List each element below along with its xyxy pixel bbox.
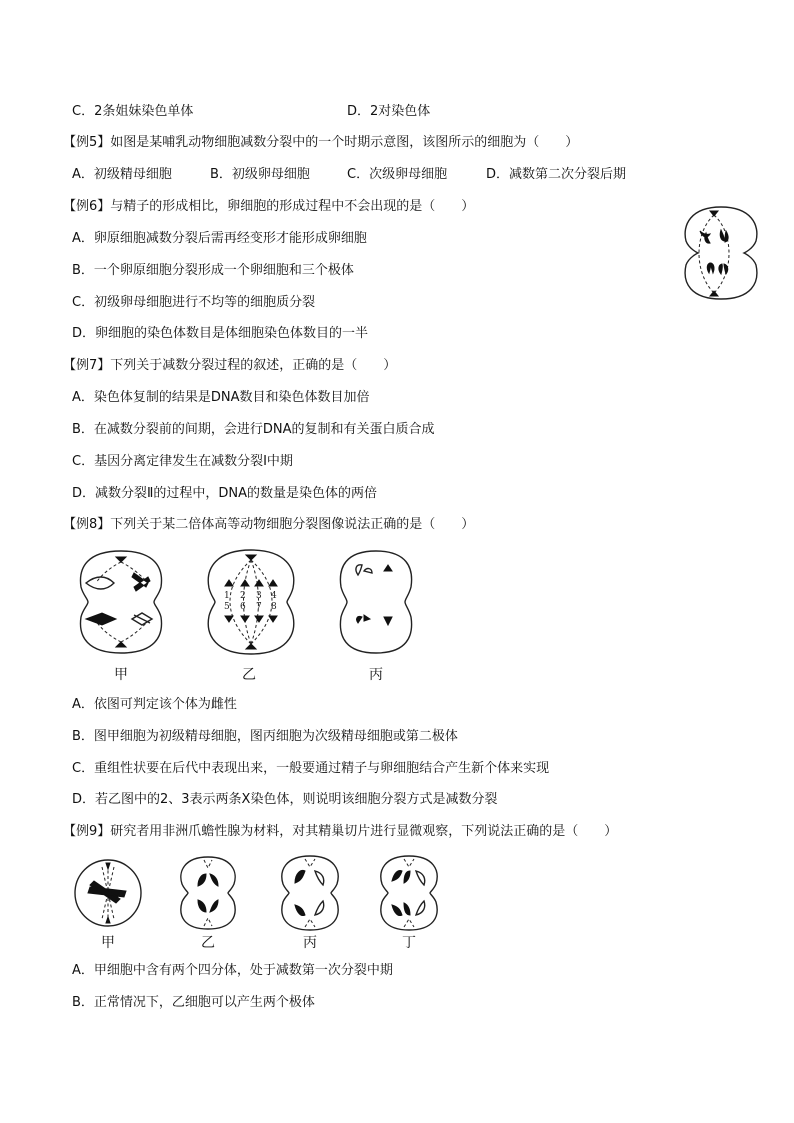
q6-option-d: D．卵细胞的染色体数目是体细胞染色体数目的一半 (72, 326, 369, 341)
q8-num-8: 8 (271, 602, 277, 612)
q8-option-a: A．依图可判定该个体为雌性 (72, 697, 237, 712)
q8-label-yi: 乙 (242, 667, 256, 683)
q7-option-d: D．减数分裂Ⅱ的过程中，DNA的数量是染色体的两倍 (72, 486, 378, 501)
q6-option-b: B．一个卵原细胞分裂形成一个卵细胞和三个极体 (72, 263, 354, 278)
q9-cell-bing (277, 853, 343, 933)
q8-num-6: 6 (240, 602, 246, 612)
q8-label-bing: 丙 (369, 667, 383, 683)
q7-option-a: A．染色体复制的结果是DNA数目和染色体数目加倍 (72, 390, 370, 405)
q5-option-b: B．初级卵母细胞 (210, 167, 310, 182)
q8-option-b: B．图甲细胞为初级精母细胞，图丙细胞为次级精母细胞或第二极体 (72, 729, 458, 744)
q6-option-c: C．初级卵母细胞进行不均等的细胞质分裂 (72, 295, 316, 310)
q7-stem: 【例7】下列关于减数分裂过程的叙述，正确的是（ ） (63, 358, 397, 373)
q9-label-jia: 甲 (101, 935, 115, 951)
q9-label-bing: 丙 (303, 935, 317, 951)
q5-option-d: D．减数第二次分裂后期 (486, 167, 627, 182)
q5-option-a: A．初级精母细胞 (72, 167, 172, 182)
q6-stem: 【例6】与精子的形成相比，卵细胞的形成过程中不会出现的是（ ） (63, 199, 475, 214)
q8-num-1: 1 (224, 591, 230, 601)
q8-label-jia: 甲 (114, 667, 128, 683)
q8-stem: 【例8】下列关于某二倍体高等动物细胞分裂图像说法正确的是（ ） (63, 517, 475, 532)
q8-cell-jia (76, 547, 166, 657)
q5-cell-figure (676, 203, 766, 303)
q7-option-b: B．在减数分裂前的间期，会进行DNA的复制和有关蛋白质合成 (72, 422, 435, 437)
q8-cell-bing (336, 547, 416, 657)
q5-stem: 【例5】如图是某哺乳动物细胞减数分裂中的一个时期示意图，该图所示的细胞为（ ） (63, 135, 579, 150)
q8-cell-yi (203, 546, 299, 658)
q9-cell-yi (176, 854, 240, 932)
q9-stem: 【例9】研究者用非洲爪蟾性腺为材料，对其精巢切片进行显微观察，下列说法正确的是（ ） (63, 824, 618, 839)
q7-option-c: C．基因分离定律发生在减数分裂Ⅰ中期 (72, 454, 293, 469)
q9-label-yi: 乙 (201, 935, 215, 951)
q4-option-d: D．2对染色体 (347, 104, 431, 119)
q5-option-c: C．次级卵母细胞 (347, 167, 448, 182)
q9-option-a: A．甲细胞中含有两个四分体，处于减数第一次分裂中期 (72, 963, 393, 978)
q9-option-b: B．正常情况下，乙细胞可以产生两个极体 (72, 995, 315, 1010)
q8-num-4: 4 (271, 591, 277, 601)
q9-cell-ding (376, 853, 442, 933)
q9-label-ding: 丁 (402, 935, 416, 951)
q8-num-7: 7 (256, 602, 262, 612)
q4-option-c: C．2条姐妹染色单体 (72, 104, 194, 119)
q9-cell-jia (72, 857, 144, 929)
q8-num-5: 5 (224, 602, 230, 612)
q8-option-d: D．若乙图中的2、3表示两条X染色体，则说明该细胞分裂方式是减数分裂 (72, 792, 498, 807)
q6-option-a: A．卵原细胞减数分裂后需再经变形才能形成卵细胞 (72, 231, 367, 246)
q8-num-3: 3 (256, 591, 262, 601)
q8-num-2: 2 (240, 591, 246, 601)
q8-option-c: C．重组性状要在后代中表现出来，一般要通过精子与卵细胞结合产生新个体来实现 (72, 761, 550, 776)
